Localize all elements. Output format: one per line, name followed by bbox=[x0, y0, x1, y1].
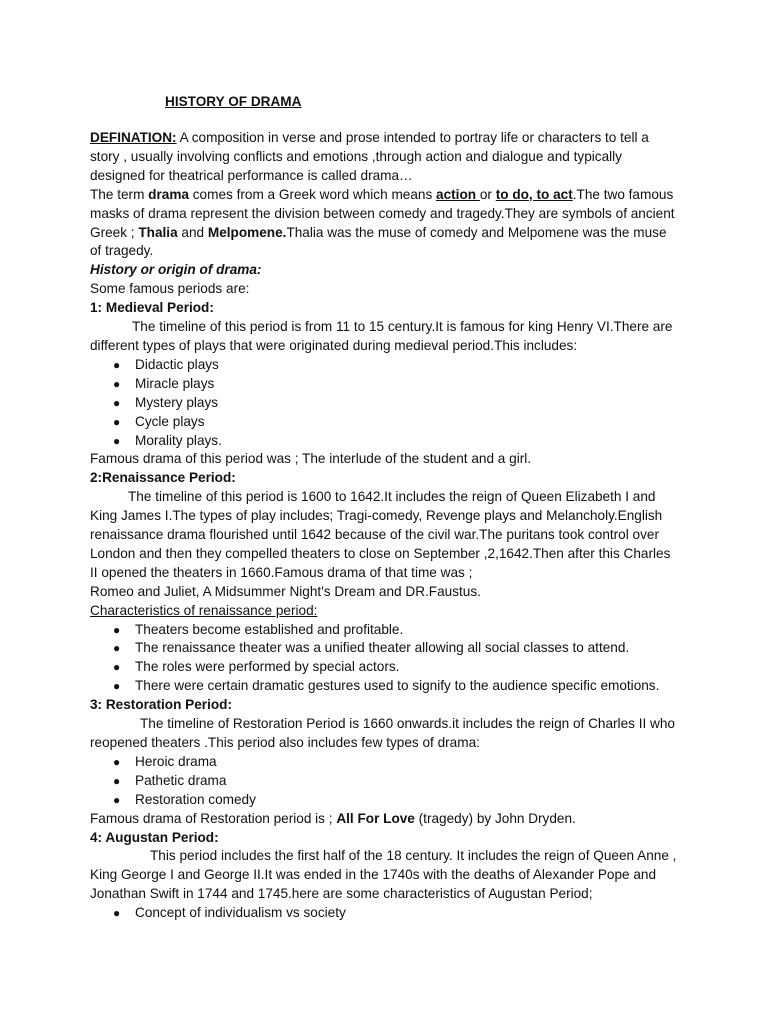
list-item: ● Theaters become established and profitable. bbox=[90, 621, 680, 640]
medieval-heading: 1: Medieval Period: bbox=[90, 300, 214, 316]
augustan-paragraph: This period includes the first half of the 18 century. It includes the reign of Queen Anne , King George I and George II.It was ended in the 1740s with the deaths of Alexander Pope and Jonathan Swift in 1744 and 1745.here are some characteristics of Augustan Period; bbox=[90, 848, 677, 902]
list-item: ● The renaissance theater was a unified theater allowing all social classes to attend. bbox=[90, 639, 680, 658]
medieval-paragraph: The timeline of this period is from 11 to 15 century.It is famous for king Henry VI.There are different types of plays that were originated during medieval period.This includes: bbox=[90, 319, 673, 353]
bullet-icon: ● bbox=[113, 622, 121, 637]
list-item: ● There were certain dramatic gestures used to signify to the audience specific emotions. bbox=[90, 677, 680, 696]
restoration-heading: 3: Restoration Period: bbox=[90, 697, 232, 713]
bullet-icon: ● bbox=[113, 754, 121, 769]
term-to-do: to do, to act bbox=[495, 186, 573, 202]
bullet-icon: ● bbox=[113, 357, 121, 372]
restoration-paragraph: The timeline of Restoration Period is 1660 onwards.it includes the reign of Charles II who reopened theaters .This period also includes few types of drama: bbox=[90, 716, 675, 750]
restoration-famous: Famous drama of Restoration period is ; All For Love (tragedy) by John Dryden. bbox=[90, 810, 576, 826]
list-item: ● Mystery plays bbox=[90, 394, 680, 413]
bullet-icon: ● bbox=[113, 376, 121, 391]
medieval-famous: Famous drama of this period was ; The interlude of the student and a girl. bbox=[90, 451, 532, 467]
bullet-icon: ● bbox=[113, 433, 121, 448]
renaissance-characteristics-heading: Characteristics of renaissance period: bbox=[90, 602, 318, 618]
bullet-icon: ● bbox=[113, 414, 121, 429]
bullet-icon: ● bbox=[113, 773, 121, 788]
bullet-icon: ● bbox=[113, 660, 121, 675]
term-paragraph: The term drama comes from a Greek word which means action or to do, to act.The two famous masks of drama represent the division between comedy and tragedy.They are symbols of ancient Greek ; Thalia and Melpomene.Thalia was the muse of comedy and Melpomene was the muse of tragedy. bbox=[90, 186, 675, 259]
bullet-icon: ● bbox=[113, 679, 121, 694]
term-drama: drama bbox=[148, 186, 189, 202]
augustan-list bbox=[90, 904, 680, 923]
renaissance-heading: 2:Renaissance Period: bbox=[90, 470, 236, 486]
page-title: HISTORY OF DRAMA bbox=[165, 94, 302, 109]
medieval-list bbox=[90, 356, 680, 451]
bullet-icon: ● bbox=[113, 641, 121, 656]
bullet-icon: ● bbox=[113, 906, 121, 921]
definition-paragraph bbox=[90, 129, 680, 186]
renaissance-famous: Romeo and Juliet, A Midsummer Night's Dream and DR.Faustus. bbox=[90, 583, 481, 599]
list-item: ● Cycle plays bbox=[90, 413, 680, 432]
renaissance-list bbox=[90, 621, 680, 697]
term-thalia: Thalia bbox=[138, 224, 178, 240]
bullet-icon: ● bbox=[113, 792, 121, 807]
document-body bbox=[90, 92, 680, 923]
origin-heading: History or origin of drama: bbox=[90, 262, 262, 278]
list-item: ● Restoration comedy bbox=[90, 791, 680, 810]
definition-label: DEFINATION: bbox=[90, 130, 177, 145]
term-action: action bbox=[436, 186, 480, 202]
list-item: ● Heroic drama bbox=[90, 753, 680, 772]
restoration-list bbox=[90, 753, 680, 810]
list-item: ● Pathetic drama bbox=[90, 772, 680, 791]
list-item: ● Didactic plays bbox=[90, 356, 680, 375]
term-melpomene: Melpomene. bbox=[207, 224, 287, 240]
augustan-heading: 4: Augustan Period: bbox=[90, 829, 219, 845]
bullet-icon: ● bbox=[113, 395, 121, 410]
definition-text: A composition in verse and prose intended to portray life or characters to tell a story , usually involving conflicts and emotions ,through action and dialogue and typically designed for theatrical performance is called drama… bbox=[90, 130, 649, 183]
list-item: ● Concept of individualism vs society bbox=[90, 904, 680, 923]
list-item: ● The roles were performed by special actors. bbox=[90, 658, 680, 677]
restoration-famous-title: All For Love bbox=[336, 810, 415, 826]
renaissance-paragraph: The timeline of this period is 1600 to 1642.It includes the reign of Queen Elizabeth I and King James I.The types of play includes; Tragi-comedy, Revenge plays and Melancholy.English renaissance drama flourished until 1642 because of the civil war.The puritans took control over London and then they compelled theaters to close on September ,2,1642.Then after this Charles II opened the theaters in 1660.Famous drama of that time was ; bbox=[90, 489, 671, 580]
list-item: ● Miracle plays bbox=[90, 375, 680, 394]
famous-periods-text: Some famous periods are: bbox=[90, 281, 250, 297]
list-item: ● Morality plays. bbox=[90, 432, 680, 451]
